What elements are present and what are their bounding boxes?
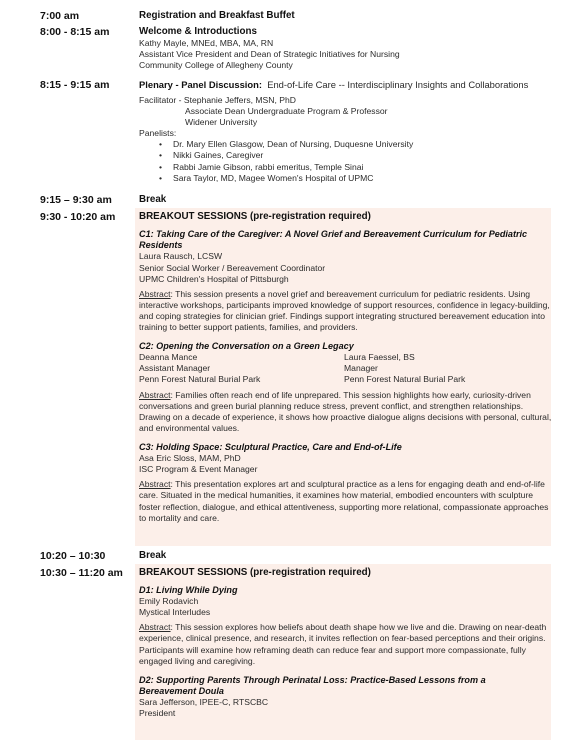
abstract-text: training to better support patients, families, and providers. [139, 321, 358, 332]
welcome-speaker: Kathy Mayle, MNEd, MBA, MA, RN [139, 38, 274, 48]
session-d2-speaker: Sara Jefferson, IPEE-C, RTSCBC [139, 697, 269, 708]
plenary-facilitator: Facilitator - Stephanie Jeffers, MSN, PhD [139, 95, 296, 105]
session-c3 [139, 442, 549, 524]
panelist-item: • Rabbi Jamie Gibson, rabbi emeritus, Temple Sinai [159, 162, 549, 173]
panelist-item: • Dr. Mary Ellen Glasgow, Dean of Nursing, Duquesne University [159, 139, 549, 150]
abstract-text: experience, clinical presence, and research, it invites reflection on fear-based perceptions and their origins. [139, 633, 546, 644]
panelist-item: • Nikki Gaines, Caregiver [159, 150, 549, 161]
abstract-text: foster reflection, dialogue, and ethical attentiveness, supporting more relational, compassionate approaches [139, 501, 549, 512]
abstract-text: : Families often reach end of life unprepared. This session highlights how early, curiosity-driven [170, 389, 531, 400]
time-breakout-2: 10:30 – 11:20 am [40, 567, 123, 579]
welcome-block [139, 26, 549, 71]
session-c1-speaker: Laura Rausch, LCSW [139, 251, 223, 262]
breakout-2-title: BREAKOUT SESSIONS (pre-registration required) [139, 567, 371, 578]
plenary-subtitle: End-of-Life Care -- Interdisciplinary Insights and Collaborations [267, 79, 529, 90]
speaker-name: Laura Faessel, BS [344, 352, 415, 363]
abstract-label: Abstract [139, 622, 171, 633]
panelists-label: Panelists: [139, 128, 177, 139]
abstract-text: and environmental values. [139, 422, 240, 433]
session-c2 [139, 341, 552, 434]
time-break-2: 10:20 – 10:30 [40, 550, 106, 562]
session-d2-title: D2: Supporting Parents Through Perinatal Loss: Practice-Based Lessons from a [139, 674, 486, 685]
session-c2-title: C2: Opening the Conversation on a Green Legacy [139, 341, 354, 352]
session-c2-speaker-right [344, 352, 549, 385]
speaker-role: Manager [344, 363, 378, 374]
abstract-text: Participants will examine how reframing death can reduce fear and support more compassionate, fully [139, 644, 526, 655]
plenary-block [139, 79, 549, 184]
plenary-title: Plenary - Panel Discussion: [139, 79, 262, 90]
speaker-org: Penn Forest Natural Burial Park [344, 374, 466, 385]
session-d1 [139, 585, 549, 667]
panelists-list [159, 139, 549, 183]
abstract-text: : This session explores how beliefs about death shape how we live and die. Drawing on near-death [170, 622, 547, 633]
break-2-title: Break [139, 550, 167, 561]
breakout-1-title: BREAKOUT SESSIONS (pre-registration required) [139, 211, 371, 222]
welcome-speaker-org: Community College of Allegheny County [139, 60, 293, 71]
break-1-title: Break [139, 194, 167, 205]
registration-title: Registration and Breakfast Buffet [139, 10, 295, 21]
session-d1-abstract [139, 622, 549, 666]
plenary-facilitator-role: Associate Dean Undergraduate Program & Professor [185, 106, 388, 117]
welcome-title: Welcome & Introductions [139, 26, 257, 37]
session-d2-title-cont: Bereavement Doula [139, 685, 224, 696]
time-registration: 7:00 am [40, 10, 80, 22]
abstract-label: Abstract [139, 288, 171, 299]
session-c2-speakers [139, 352, 549, 385]
session-c1-abstract [139, 289, 549, 333]
time-welcome: 8:00 - 8:15 am [40, 26, 110, 38]
session-d1-speaker: Emily Rodavich [139, 596, 199, 607]
welcome-speaker-role: Assistant Vice President and Dean of Strategic Initiatives for Nursing [139, 49, 400, 60]
abstract-text: conversations and green burial planning reduce stress, prevent conflict, and strengthen relationships. [139, 400, 524, 411]
time-break-1: 9:15 – 9:30 am [40, 194, 112, 206]
abstract-text: : This presentation explores art and sculptural practice as a lens for engaging death and end-of-life [170, 479, 545, 490]
session-c1 [139, 229, 549, 333]
plenary-heading [139, 79, 549, 91]
abstract-text: : This session presents a novel grief and bereavement curriculum for pediatric residents. Using [170, 288, 531, 299]
plenary-facilitator-org: Widener University [185, 117, 258, 128]
abstract-text: interactive workshops, participants improved knowledge of support resources, confidence in legacy-building, [139, 299, 550, 310]
time-breakout-1: 9:30 - 10:20 am [40, 211, 116, 223]
speaker-name: Deanna Mance [139, 352, 198, 363]
session-c1-org: UPMC Children's Hospital of Pittsburgh [139, 273, 289, 284]
speaker-org: Penn Forest Natural Burial Park [139, 374, 261, 385]
session-c2-abstract [139, 389, 552, 434]
session-c1-title: C1: Taking Care of the Caregiver: A Novel Grief and Bereavement Curriculum for Pediatric [139, 229, 528, 239]
panelist-item: • Sara Taylor, MD, Magee Women's Hospital of UPMC [159, 173, 549, 184]
breakout-1-block [139, 211, 552, 524]
session-c3-title: C3: Holding Space: Sculptural Practice, Care and End-of-Life [139, 441, 402, 452]
session-c2-speaker-left [139, 352, 344, 385]
abstract-text: to mortality and care. [139, 512, 220, 523]
session-d1-org: Mystical Interludes [139, 607, 211, 618]
session-c3-speaker: Asa Eric Sloss, MAM, PhD [139, 453, 241, 464]
abstract-text: engaged living and caregiving. [139, 655, 256, 666]
abstract-label: Abstract [139, 479, 171, 490]
abstract-text: and coping strategies for clinician grief. Findings support integrating structured bereavement education into [139, 310, 546, 321]
session-d1-title: D1: Living While Dying [139, 585, 238, 595]
abstract-text: Drawing on a decade of experience, it shows how proactive dialogue aligns decisions with personal, cultural, [139, 411, 552, 422]
session-d2-role: President [139, 708, 176, 719]
session-c3-role: ISC Program & Event Manager [139, 464, 258, 475]
breakout-2-block [139, 567, 549, 719]
abstract-text: care. Situated in the medical humanities, it examines how material, embodied encounters with sculpture [139, 490, 534, 501]
session-d2 [139, 675, 549, 720]
session-c1-title-cont: Residents [139, 240, 183, 251]
speaker-role: Assistant Manager [139, 363, 211, 374]
session-c1-role: Senior Social Worker / Bereavement Coordinator [139, 262, 326, 273]
abstract-label: Abstract [139, 389, 171, 400]
session-c3-abstract [139, 479, 549, 523]
time-plenary: 8:15 - 9:15 am [40, 79, 110, 91]
